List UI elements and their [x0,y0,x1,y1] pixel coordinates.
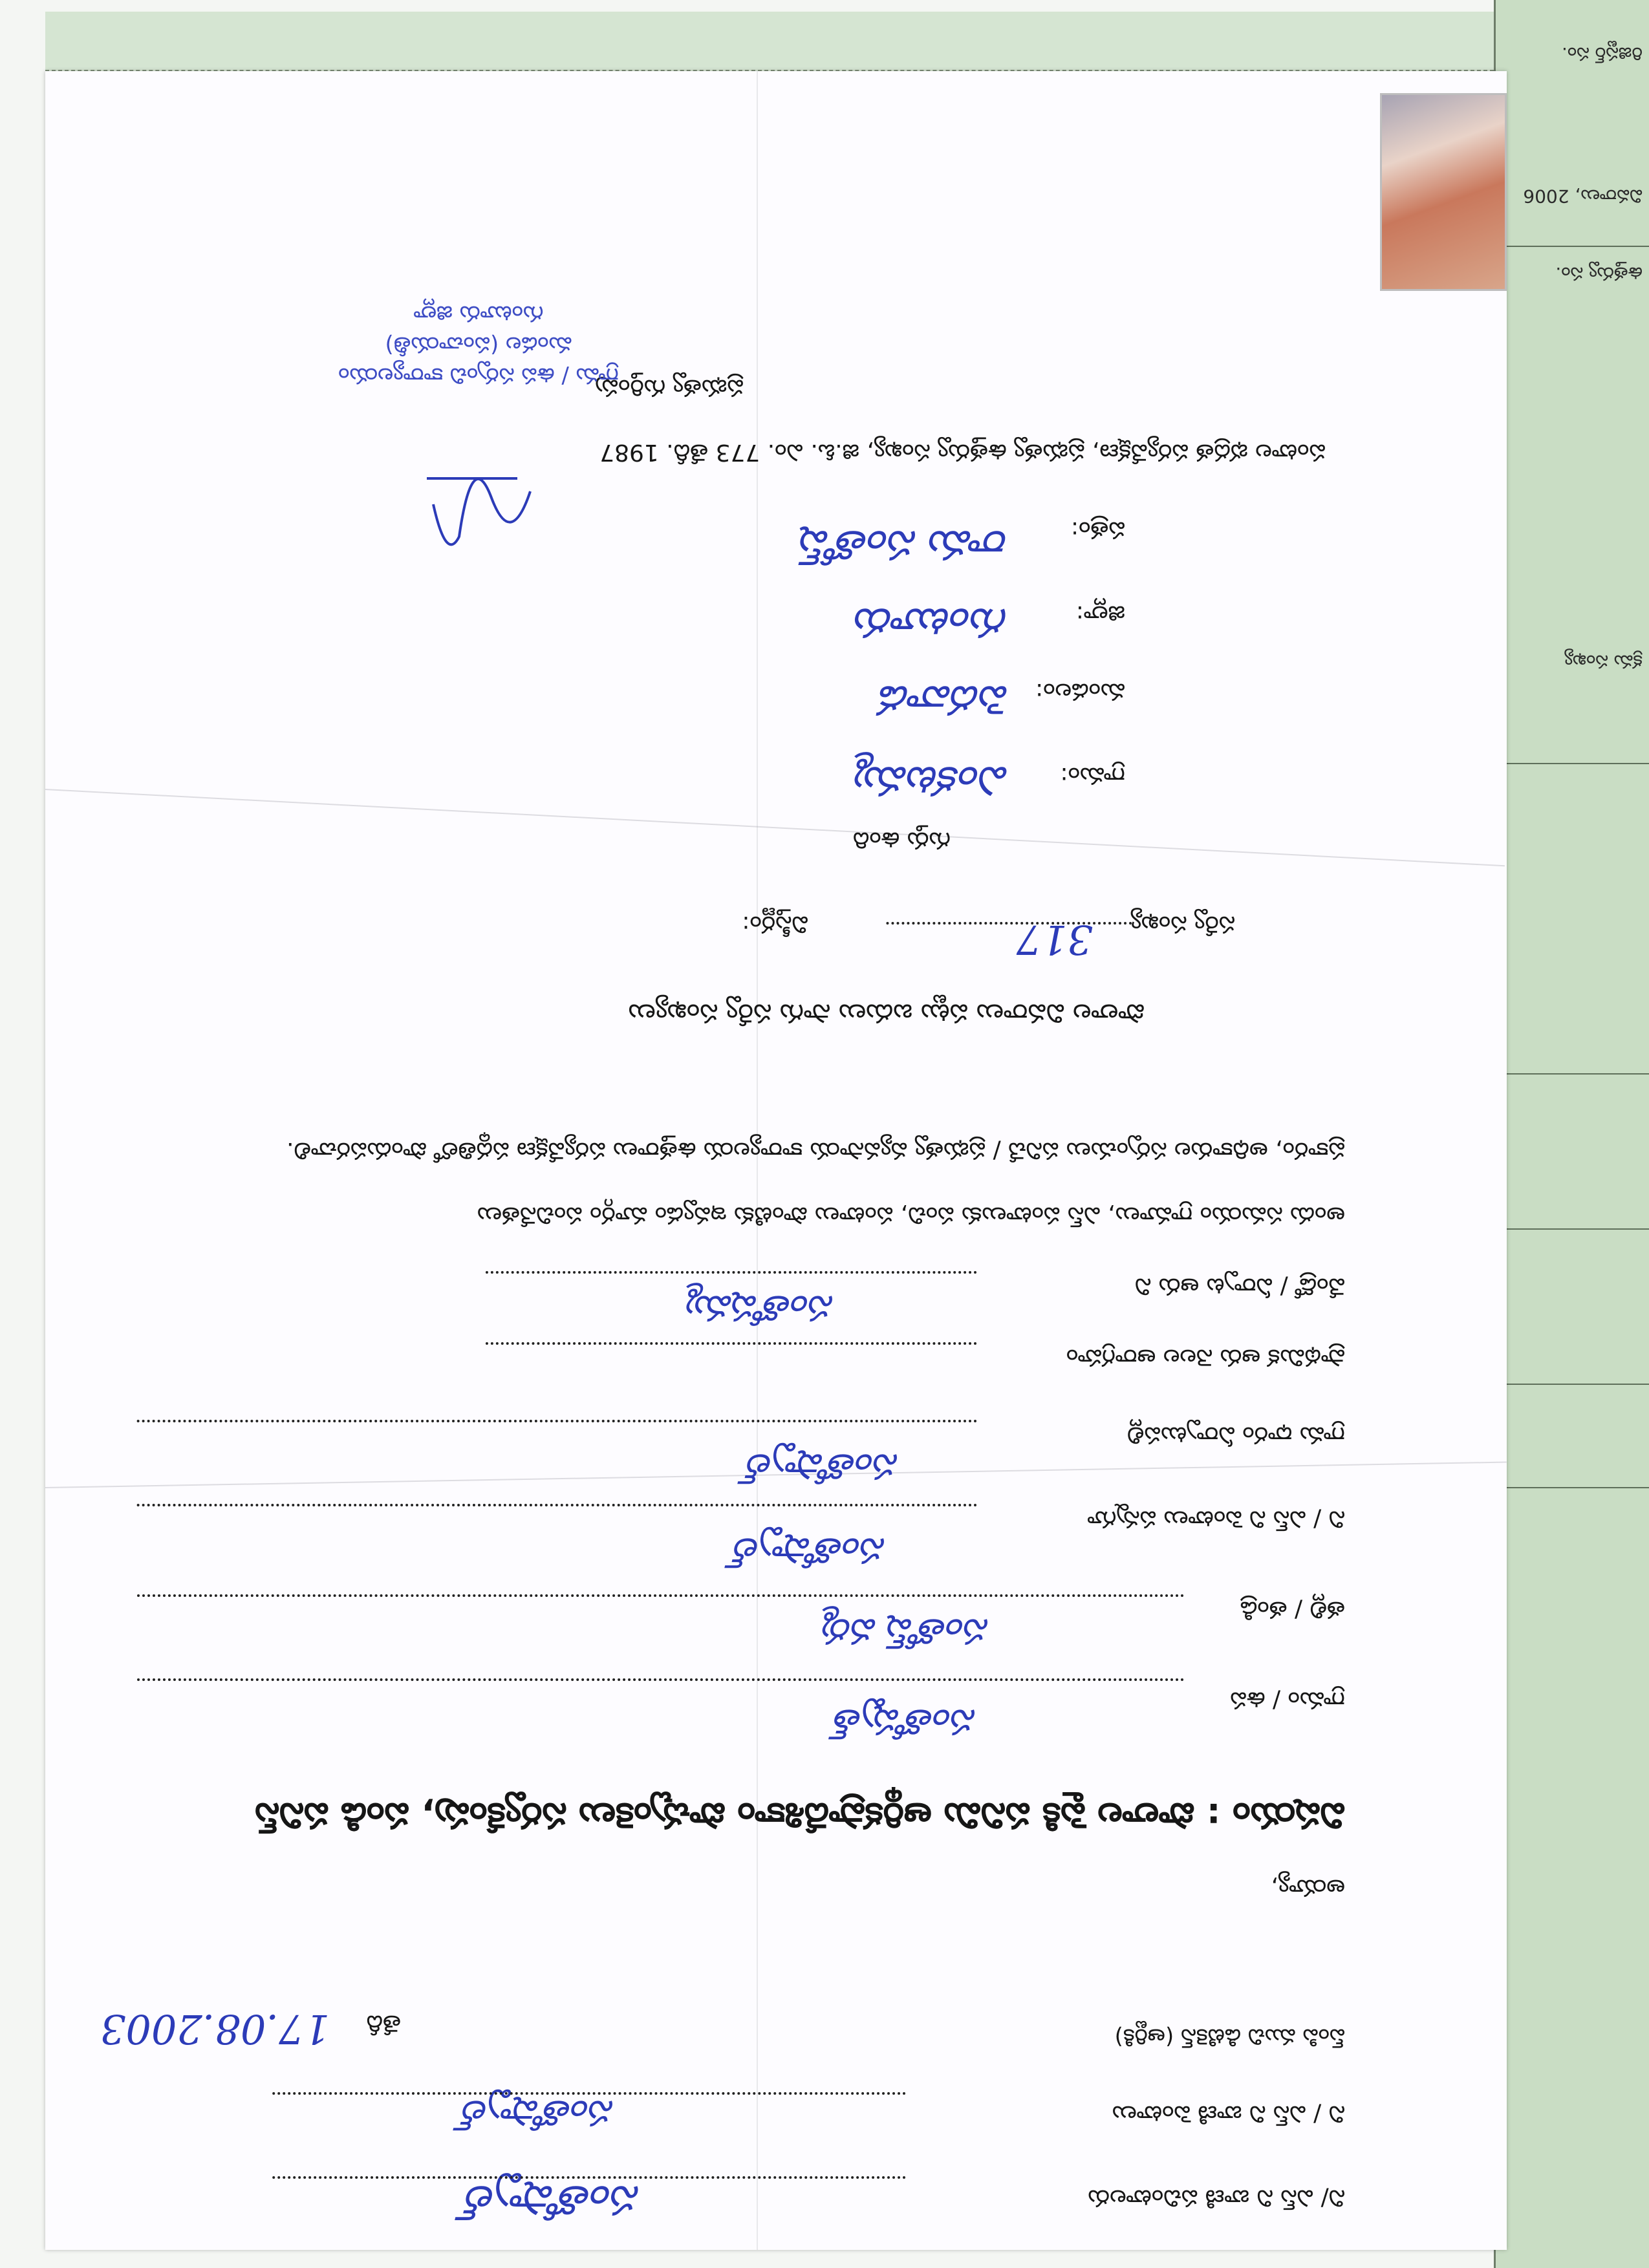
fill-line [485,1271,976,1274]
folder-text: ఉత్తర్వు సం. [1555,263,1643,284]
upside-down-form [45,71,1507,2250]
folder-rule [1507,1228,1649,1230]
photo-caption: ప్ంపి ముచి డిటికెన్ (ఆర్టికి) [1114,2024,1345,2049]
folder-text: క్రమ సంఖ్య [1564,651,1643,672]
witness-label: మండలం: [1035,678,1125,705]
applicant-photo [1380,93,1507,291]
folder-text: రిజిస్టర్ సం. [1562,43,1643,65]
field-value-handwritten: సంతోష్ వర్మ [823,1611,989,1652]
name-label: ని/ ఎస్ ని బాణి పచింటాలరు [1088,2185,1345,2211]
field-label: ప్రాథమిక ఆరు నెలల ఆరాగ్రహం [1066,1344,1345,1371]
date-label: తేదీ [366,2010,401,2037]
folder-rule [1507,246,1649,247]
folder-rule [1507,1384,1649,1385]
signature [420,465,537,575]
witness-value: రామ సంతోష్ [801,522,1009,569]
footer-line-2: ప్రభుత్వ గుర్తింపు [595,374,744,401]
footer-line: పంటాల భద్రత పర్యవేక్షణ, ప్రభుత్వ ఉత్తర్వు సంఖ్య, జి.ఓ. ఎం. 773 తేదీ. 1987 [599,439,1326,465]
body-line: అందు సమయం గ్రామాలు, ఎస్ పంటాలుకు పంచి, పంటాలు పొంటికు ఇవ్వడం మార్గం పంచినేతలు [477,1202,1345,1228]
date-value: 17.08.2003 [100,2006,330,2053]
witness-label: పత్రం: [1071,517,1125,543]
folder-top-edge [45,12,1494,71]
field-value-handwritten: సంతోష్పత్ [835,1702,976,1742]
field-value-handwritten: సంతోష్పాల్ [735,1530,886,1571]
body-line: ప్రకారం, అధికారుల సర్పంచులు పనిచే / ప్రభుత్వ వ్యవసాయ కార్యాలయ ఉత్తరాలు పర్యవేక్షణ పద్ధతిలో పొందుపరచాలి. [286,1137,1345,1164]
stamp-line: మండల (పంచాయతీ) [385,332,572,358]
witness-value: ఎంకటమ్మ [856,758,1009,805]
survey-value: 317 [1016,916,1093,963]
field-label: తల్లి / తండ్రి [1240,1596,1345,1623]
area-label: విస్తీర్ణం: [742,911,808,937]
salutation: అయ్యా, [1271,1874,1345,1901]
witness-label: గ్రామం: [1060,762,1125,789]
survey-label: సర్వే సంఖ్య [1130,911,1235,937]
witness-label: జిల్లా: [1075,601,1125,627]
fill-line [485,1342,976,1345]
signature-stroke [427,478,530,544]
section-title: పొలాల వివరాలు పట్టు బదులు సాగు సర్వే సంఖ్యలు [628,998,1145,1028]
folder-rule [1507,1073,1649,1075]
field-label: గ్రామం / ఉప [1230,1687,1345,1713]
green-folder-edge [1494,0,1649,2268]
fill-line [886,922,1132,925]
fill-line [136,1420,976,1422]
fill-line [136,1504,976,1506]
name-value-handwritten: సంతోష్పాల్ [467,2177,640,2224]
fill-line [272,2092,905,2095]
field-label: వేండ్రో / ఏర్పాట ఆరు ని [1135,1273,1345,1300]
folder-rule [1507,763,1649,764]
stamp-line: గ్రామ / ఉప సర్పంచి కార్యాలయం [338,363,619,389]
fill-line [136,1594,1183,1597]
field-label: ని / ఎస్ ని పెంటాలు పన్నగూ [1087,1506,1345,1532]
witness-value: గుంటూరు [856,599,1009,647]
address-value-handwritten: సంతోష్పాల్ [464,2093,614,2134]
document-sheet [45,71,1507,2250]
field-value-handwritten: సంతోషమ్మ [687,1288,834,1329]
witness-header: గుర్తు ఉంది [852,827,951,853]
field-label: గ్రామ ధారం ఏర్పాటుపల్లి [1127,1422,1345,1448]
folder-rule [1507,1487,1649,1488]
letter-title: విషయం : పొలాల పైకి పనిమి ఆర్థికప్రాదేశికాం పొచ్చంకెలు సర్వకేంపు, పండి పనిస్ [255,1795,1345,1836]
address-label: ని / ఎస్ ని బాణి పెంటాలు [1112,2101,1345,2127]
field-value-handwritten: సంతోష్పాల్ [748,1446,899,1487]
fill-line [272,2176,905,2179]
folder-text: వివరాలు, 2006 [1523,186,1643,207]
fill-line [136,1678,1183,1681]
witness-value: పెదవాడ [880,677,1009,724]
office-stamp [252,281,705,391]
stamp-line: గుంటూరు జిల్లా [413,301,544,326]
